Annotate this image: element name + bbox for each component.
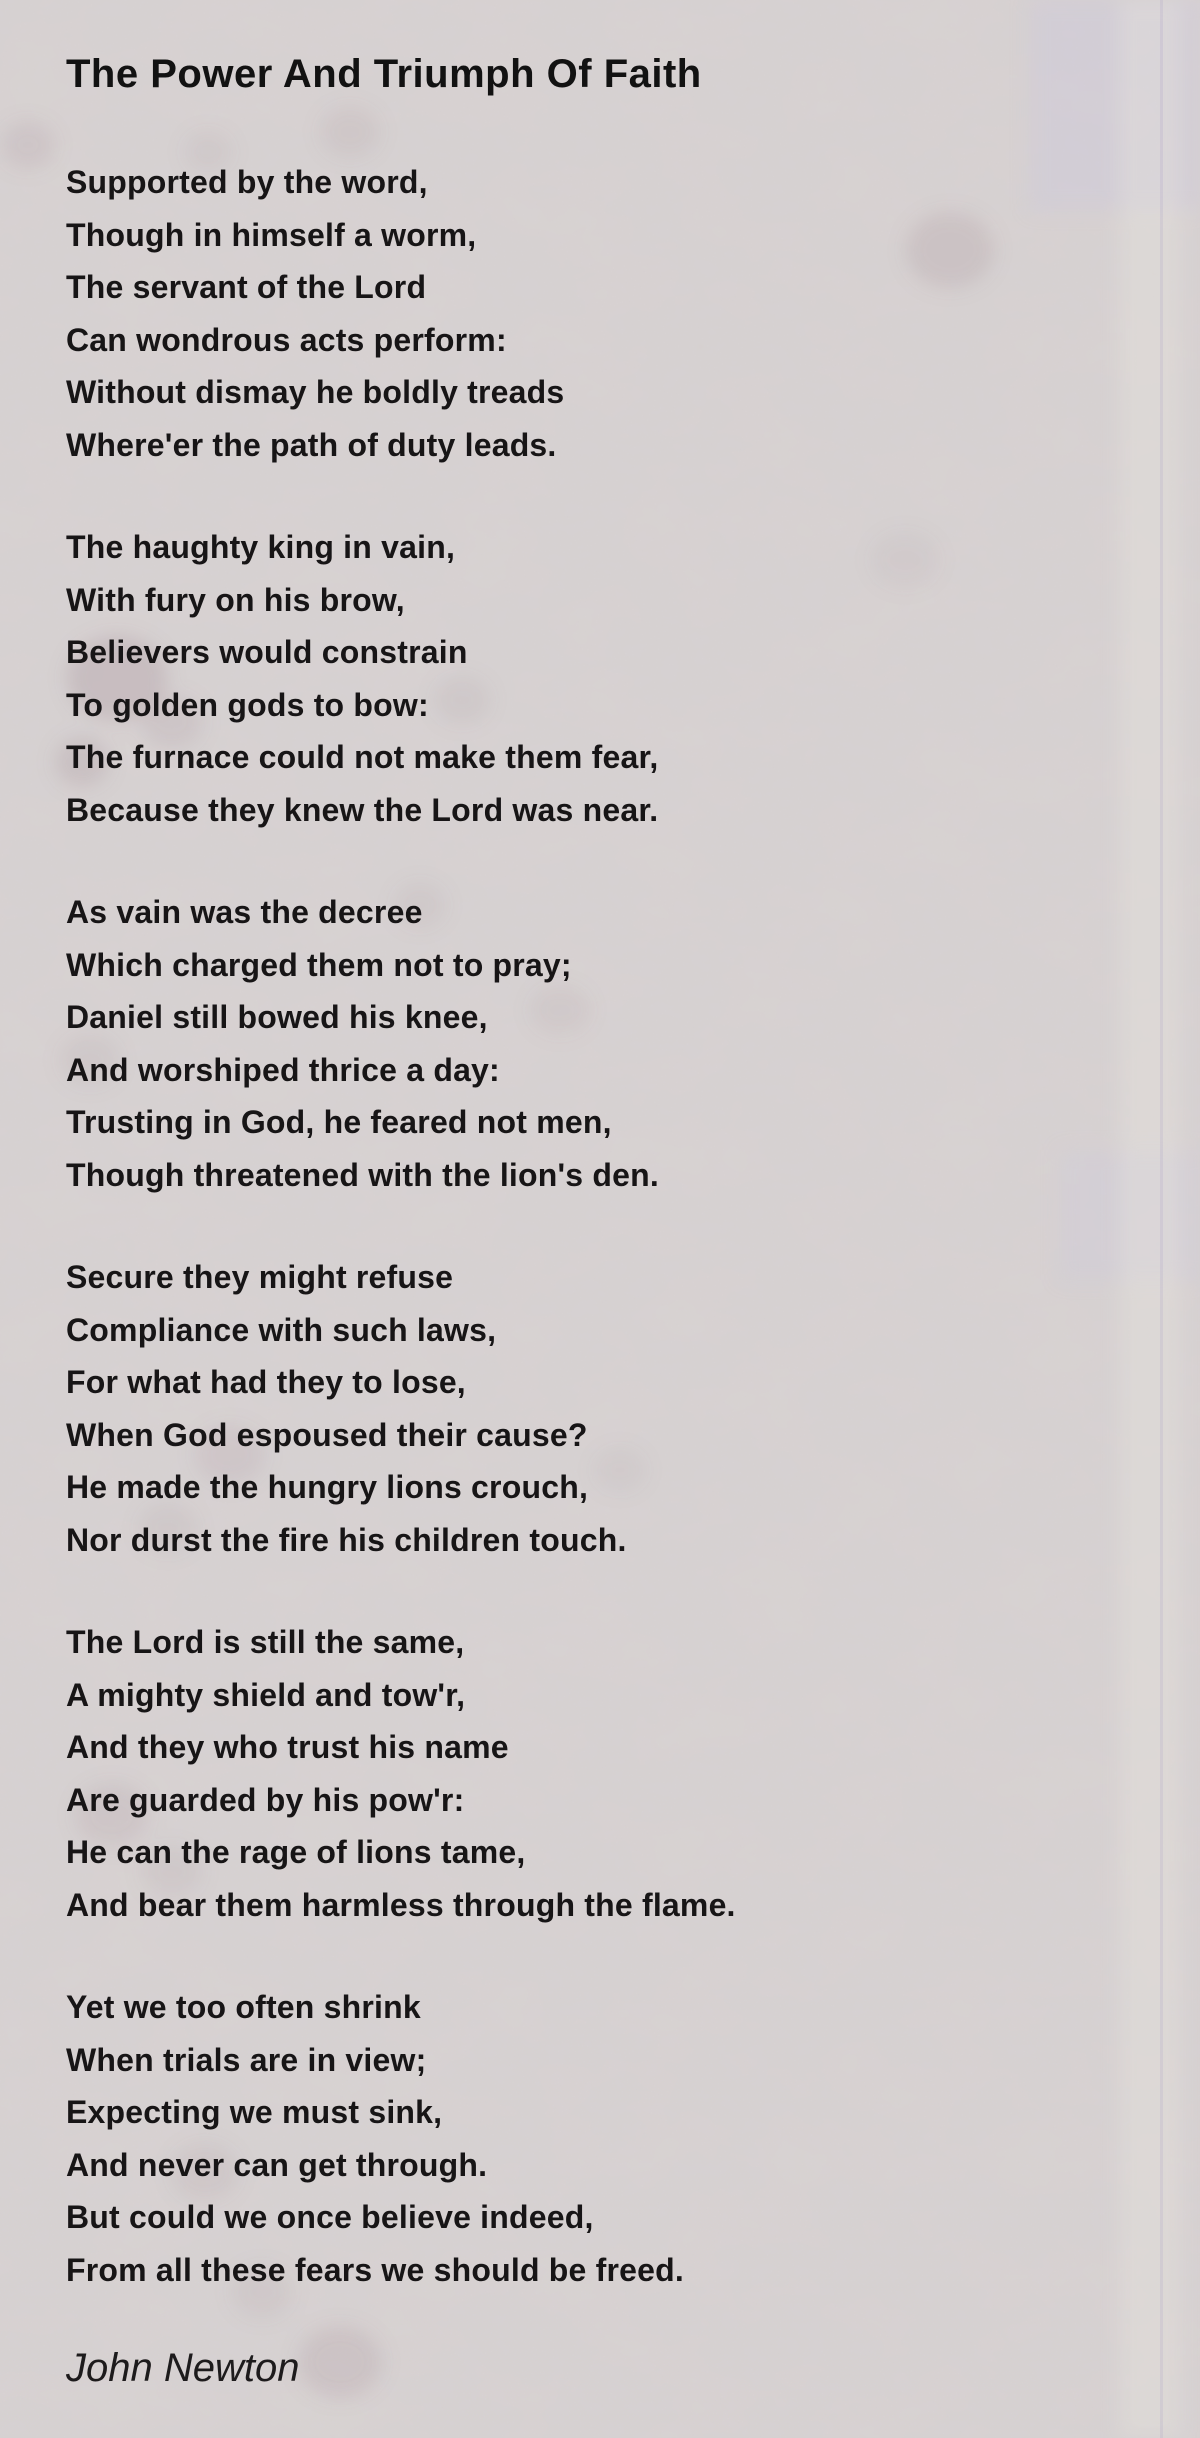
poem-line: And they who trust his name — [66, 1729, 509, 1765]
poem-line: And bear them harmless through the flame. — [66, 1886, 736, 1923]
poem-line: To golden gods to bow: — [66, 686, 429, 723]
poem-line: Secure they might refuse — [66, 1259, 454, 1295]
stanza-2 — [66, 521, 1146, 836]
poem-line: Expecting we must sink, — [66, 2094, 443, 2130]
poem-line: But could we once believe indeed, — [66, 2199, 594, 2235]
poem-author: John Newton — [66, 2346, 300, 2390]
poem-line: Because they knew the Lord was near. — [66, 791, 659, 828]
poem-line: And worshiped thrice a day: — [66, 1051, 500, 1088]
poem-body — [66, 156, 1146, 2296]
poem-line: He made the hungry lions crouch, — [66, 1469, 589, 1505]
poem-line: Nor durst the fire his children touch. — [66, 1521, 627, 1558]
poem-line: The furnace could not make them fear, — [66, 739, 659, 775]
poem-page — [66, 0, 1146, 2396]
poem-line: Believers would constrain — [66, 634, 468, 670]
poem-line: He can the rage of lions tame, — [66, 1834, 526, 1870]
poem-line: Trusting in God, he feared not men, — [66, 1104, 612, 1140]
poem-line: And never can get through. — [66, 2146, 488, 2183]
poem-line: Are guarded by his pow'r: — [66, 1781, 465, 1818]
stanza-6 — [66, 1981, 1146, 2296]
poem-line: Compliance with such laws, — [66, 1311, 497, 1348]
poem-line: A mighty shield and tow'r, — [66, 1676, 466, 1713]
poem-line: Though threatened with the lion's den. — [66, 1156, 659, 1193]
poem-line: When God espoused their cause? — [66, 1416, 588, 1453]
stanza-1 — [66, 156, 1146, 471]
poem-line: The servant of the Lord — [66, 269, 427, 305]
stanza-4 — [66, 1251, 1146, 1566]
poem-line: When trials are in view; — [66, 2041, 427, 2078]
poem-line: Though in himself a worm, — [66, 216, 477, 253]
poem-line: For what had they to lose, — [66, 1364, 466, 1400]
poem-line: The Lord is still the same, — [66, 1624, 465, 1660]
poem-title: The Power And Triumph Of Faith — [66, 52, 702, 96]
poem-line: Yet we too often shrink — [66, 1989, 421, 2025]
poem-line: Where'er the path of duty leads. — [66, 426, 557, 463]
poem-line: Without dismay he boldly treads — [66, 374, 565, 410]
paper-crease-line — [1160, 0, 1163, 2438]
poem-line: The haughty king in vain, — [66, 529, 456, 565]
poem-line: With fury on his brow, — [66, 581, 405, 618]
poem-line: Supported by the word, — [66, 164, 428, 200]
stanza-5 — [66, 1616, 1146, 1931]
poem-line: Daniel still bowed his knee, — [66, 999, 488, 1035]
stanza-3 — [66, 886, 1146, 1201]
poem-line: As vain was the decree — [66, 894, 423, 930]
poem-line: From all these fears we should be freed. — [66, 2251, 684, 2288]
poem-line: Which charged them not to pray; — [66, 946, 572, 983]
poem-line: Can wondrous acts perform: — [66, 321, 507, 358]
